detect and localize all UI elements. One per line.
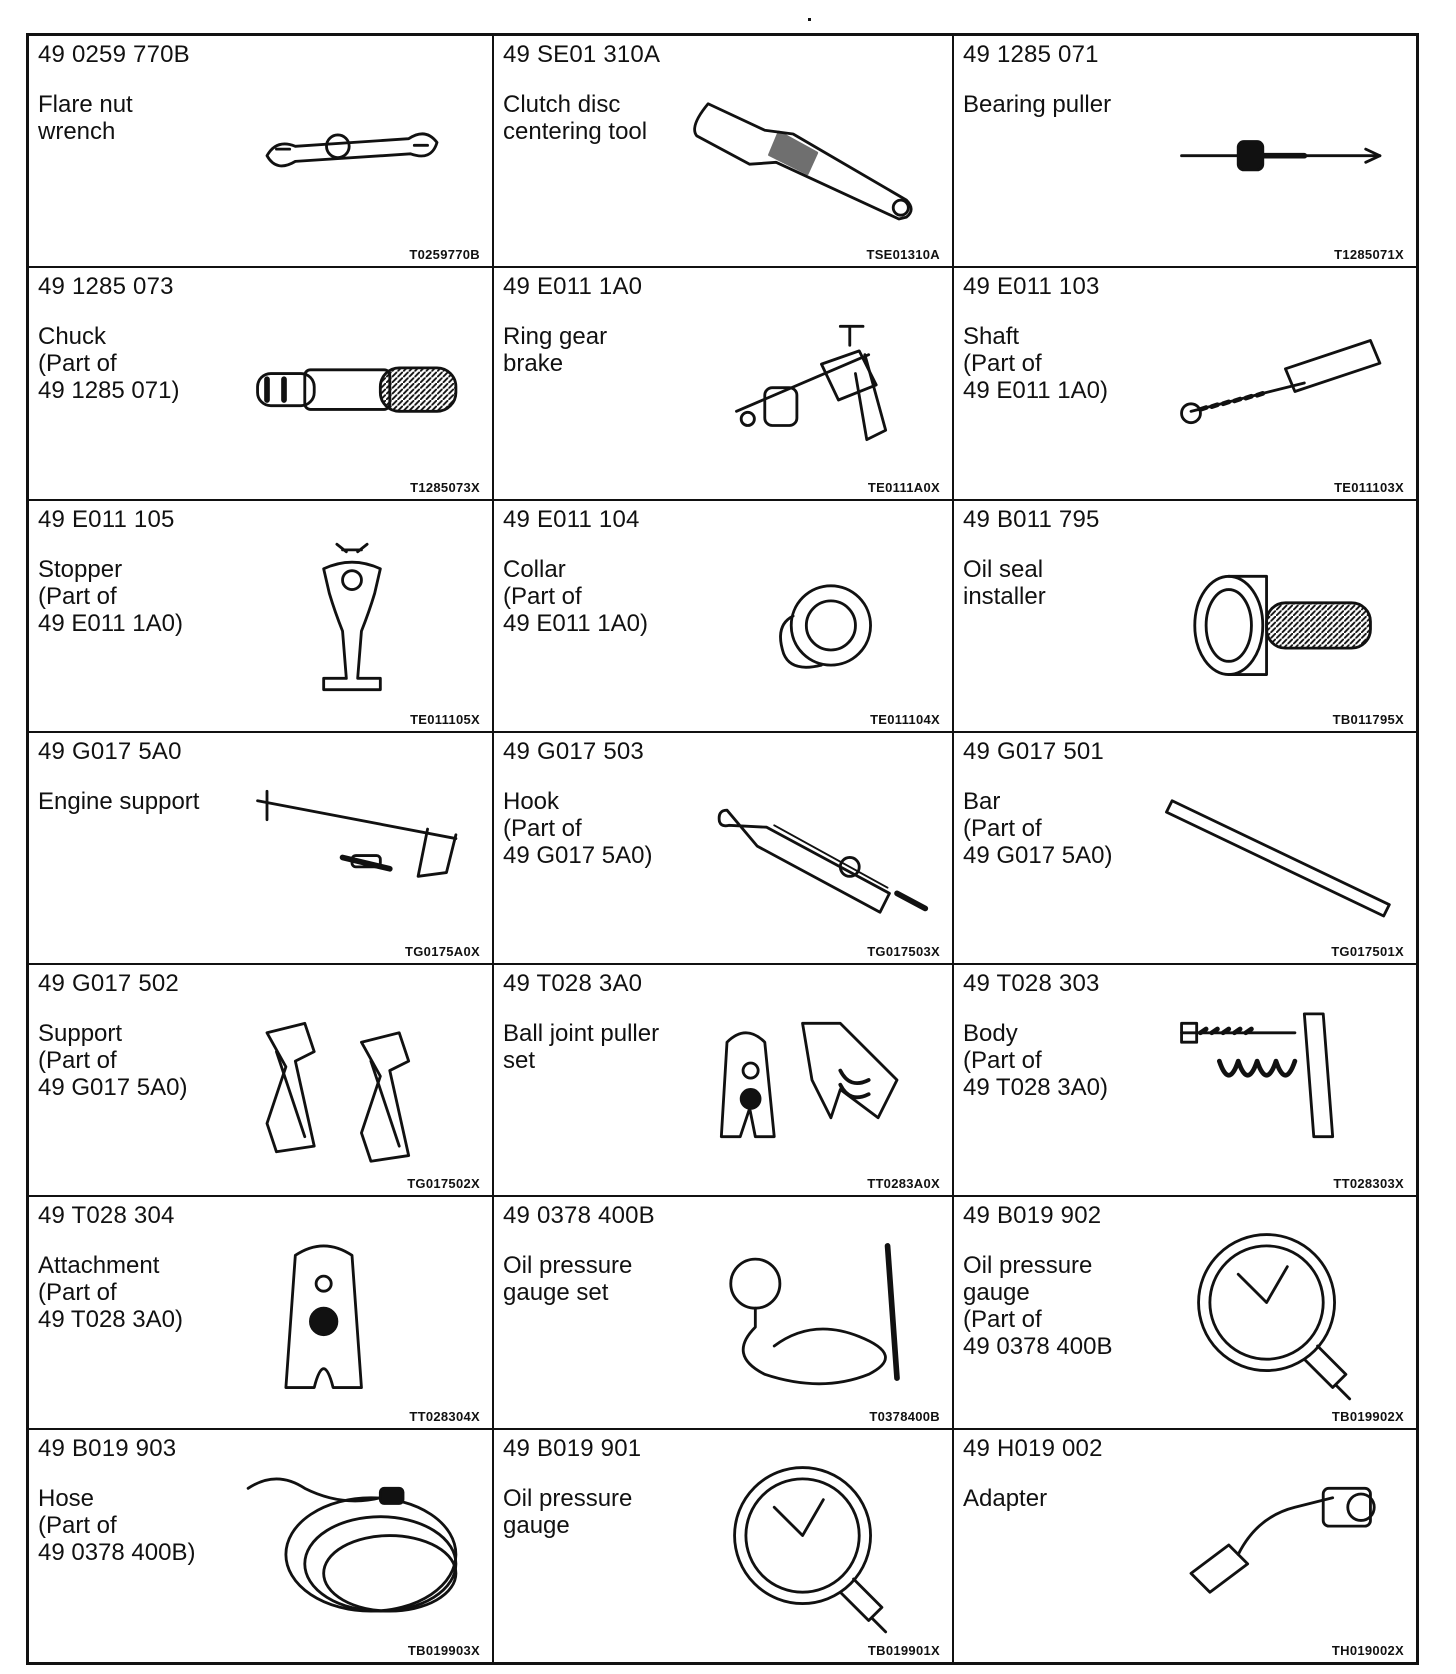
ring-gear-brake-icon <box>692 298 932 468</box>
tool-cell <box>29 36 494 268</box>
tool-cell <box>29 1197 494 1429</box>
tool-name: Oil pressure gauge set <box>503 1252 633 1307</box>
tool-name: Body (Part of 49 T028 3A0) <box>963 1020 1108 1102</box>
tool-name: Shaft (Part of 49 E011 1A0) <box>963 323 1108 405</box>
figure-code: TG017502X <box>407 1176 480 1192</box>
tool-name: Engine support <box>38 787 200 815</box>
tool-number: 49 H019 002 <box>963 1434 1103 1462</box>
tool-name: Bearing puller <box>963 91 1112 118</box>
oil-pressure-gauge-icon <box>692 1460 932 1630</box>
tool-number: 49 1285 071 <box>963 41 1099 68</box>
tool-cell <box>494 268 954 500</box>
clutch-disc-centering-tool-icon <box>692 66 932 236</box>
tool-cell <box>494 1197 954 1429</box>
figure-code: TG0175A0X <box>405 944 480 960</box>
special-tools-table <box>26 33 1419 1665</box>
figure-code: T1285073X <box>410 479 480 495</box>
figure-code: TB011795X <box>1332 711 1404 727</box>
tool-number: 49 B019 903 <box>38 1434 177 1462</box>
tool-number: 49 E011 103 <box>963 273 1100 301</box>
tool-number: 49 G017 501 <box>963 737 1104 765</box>
tool-name: Clutch disc centering tool <box>503 91 648 145</box>
tool-cell <box>29 733 494 965</box>
flare-nut-wrench-icon <box>232 66 472 236</box>
tool-name: Hook (Part of 49 G017 5A0) <box>503 787 653 869</box>
tool-cell <box>954 36 1416 268</box>
tool-cell <box>494 733 954 965</box>
tool-name: Chuck (Part of 49 1285 071) <box>38 323 180 405</box>
tool-name: Attachment (Part of 49 T028 3A0) <box>38 1252 183 1334</box>
adapter-icon <box>1156 1460 1396 1630</box>
figure-code: TB019903X <box>407 1643 480 1658</box>
tool-name: Oil seal installer <box>963 555 1046 610</box>
tool-number: 49 E011 1A0 <box>503 273 643 301</box>
tool-name: Ring gear brake <box>503 323 608 378</box>
hook-icon <box>692 763 932 933</box>
figure-code: TSE01310A <box>866 247 940 263</box>
tool-number: 49 1285 073 <box>38 273 174 301</box>
figure-code: TH019002X <box>1331 1643 1404 1658</box>
tool-number: 49 T028 303 <box>963 970 1100 998</box>
stopper-icon <box>232 531 472 701</box>
tool-cell <box>954 1430 1416 1662</box>
tool-number: 49 B011 795 <box>963 505 1100 533</box>
tool-number: 49 G017 5A0 <box>38 737 182 765</box>
engine-support-icon <box>232 763 472 933</box>
collar-icon <box>692 531 932 701</box>
body-icon <box>1156 995 1396 1165</box>
tool-number: 49 0259 770B <box>38 41 190 68</box>
figure-code: TT028303X <box>1333 1176 1404 1192</box>
tool-number: 49 0378 400B <box>503 1202 655 1230</box>
tool-cell <box>29 268 494 500</box>
tool-name: Bar (Part of 49 G017 5A0) <box>963 787 1113 869</box>
figure-code: TG017503X <box>867 944 940 960</box>
hose-icon <box>232 1460 472 1630</box>
tool-name: Ball joint puller set <box>503 1020 660 1075</box>
tool-number: 49 SE01 310A <box>503 41 661 68</box>
tool-name: Adapter <box>963 1484 1048 1512</box>
tool-cell <box>954 501 1416 733</box>
tool-cell <box>954 268 1416 500</box>
figure-code: TE0111A0X <box>867 479 940 495</box>
tool-cell <box>29 501 494 733</box>
figure-code: TT0283A0X <box>867 1176 940 1192</box>
tool-number: 49 B019 901 <box>503 1434 642 1462</box>
support-icon <box>232 995 472 1165</box>
tool-number: 49 T028 3A0 <box>503 970 643 998</box>
tool-number: 49 T028 304 <box>38 1202 175 1230</box>
tool-number: 49 E011 104 <box>503 505 640 533</box>
ball-joint-puller-icon <box>692 995 932 1165</box>
figure-code: TG017501X <box>1331 944 1404 960</box>
tool-number: 49 G017 503 <box>503 737 644 765</box>
figure-code: TE011104X <box>870 711 940 727</box>
tool-cell <box>954 733 1416 965</box>
tool-cell <box>954 1197 1416 1429</box>
tool-name: Support (Part of 49 G017 5A0) <box>38 1020 188 1102</box>
tool-name: Stopper (Part of 49 E011 1A0) <box>38 555 183 637</box>
tool-name: Oil pressure gauge (Part of 49 0378 400B <box>963 1252 1113 1361</box>
tool-cell <box>29 965 494 1197</box>
tool-name: Hose (Part of 49 0378 400B) <box>38 1484 196 1566</box>
tool-cell <box>954 965 1416 1197</box>
tool-cell <box>494 965 954 1197</box>
tool-cell <box>494 501 954 733</box>
tool-number: 49 B019 902 <box>963 1202 1102 1230</box>
attachment-icon <box>232 1227 472 1397</box>
tool-name: Collar (Part of 49 E011 1A0) <box>503 555 648 637</box>
tool-number: 49 E011 105 <box>38 505 175 533</box>
oil-pressure-gauge-set-icon <box>692 1227 932 1397</box>
shaft-icon <box>1156 298 1396 468</box>
scan-dot <box>808 18 811 21</box>
tool-cell <box>29 1430 494 1662</box>
bar-icon <box>1156 763 1396 933</box>
figure-code: T1285071X <box>1334 247 1404 263</box>
figure-code: T0259770B <box>409 247 480 263</box>
tool-cell <box>494 1430 954 1662</box>
tool-name: Flare nut wrench <box>38 91 133 145</box>
tool-cell <box>494 36 954 268</box>
bearing-puller-icon <box>1156 66 1396 236</box>
tool-name: Oil pressure gauge <box>503 1484 633 1539</box>
oil-seal-installer-icon <box>1156 531 1396 701</box>
figure-code: TT028304X <box>409 1408 480 1424</box>
oil-pressure-gauge-icon <box>1156 1227 1396 1397</box>
chuck-icon <box>232 298 472 468</box>
figure-code: TB019901X <box>867 1643 940 1658</box>
figure-code: TB019902X <box>1331 1408 1404 1424</box>
tool-number: 49 G017 502 <box>38 970 179 998</box>
figure-code: TE011103X <box>1334 479 1404 495</box>
figure-code: T0378400B <box>869 1408 940 1424</box>
figure-code: TE011105X <box>410 711 480 727</box>
